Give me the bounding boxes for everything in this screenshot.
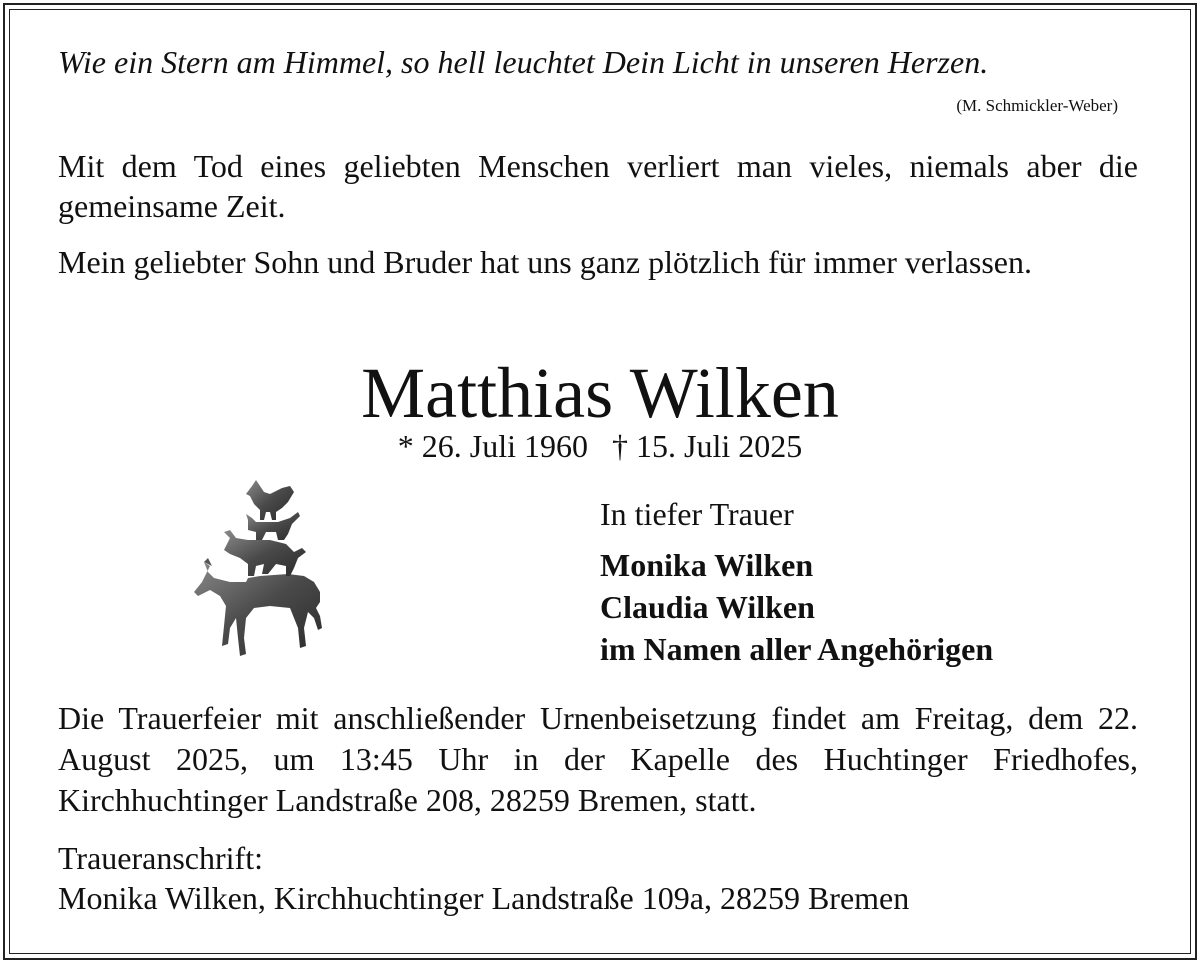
bremen-town-musicians-icon xyxy=(190,478,340,660)
motto-quote: Wie ein Stern am Himmel, so hell leuchtet Dein Licht in unseren Herzen. xyxy=(58,44,989,80)
address-label: Traueranschrift: xyxy=(58,840,263,876)
mourner-name: Claudia Wilken xyxy=(600,589,815,625)
deceased-name: Matthias Wilken xyxy=(361,353,839,433)
intro-paragraph: Mit dem Tod eines geliebten Menschen verliert man vieles, niemals aber die gemeinsame Zeit. xyxy=(58,148,1138,224)
funeral-service-info: Die Trauerfeier mit anschließender Urnenbeisetzung findet am Freitag, dem 22. August 2025, um 13:45 Uhr in der Kapelle des Huchtinger Friedhofes, Kirchhuchtinger Landstraße 208, 28259 Bremen, statt. xyxy=(58,700,1138,818)
announcement-paragraph: Mein geliebter Sohn und Bruder hat uns ganz plötzlich für immer verlassen. xyxy=(58,244,1032,280)
motto-author: (M. Schmickler-Weber) xyxy=(956,96,1118,115)
mourner-relatives: im Namen aller Angehörigen xyxy=(600,631,994,667)
life-dates: * 26. Juli 1960 † 15. Juli 2025 xyxy=(397,428,803,464)
mourner-name: Monika Wilken xyxy=(600,547,814,583)
mourning-address: Monika Wilken, Kirchhuchtinger Landstraße 109a, 28259 Bremen xyxy=(58,880,910,916)
mourning-intro: In tiefer Trauer xyxy=(600,496,794,532)
mourners-list xyxy=(600,544,993,670)
